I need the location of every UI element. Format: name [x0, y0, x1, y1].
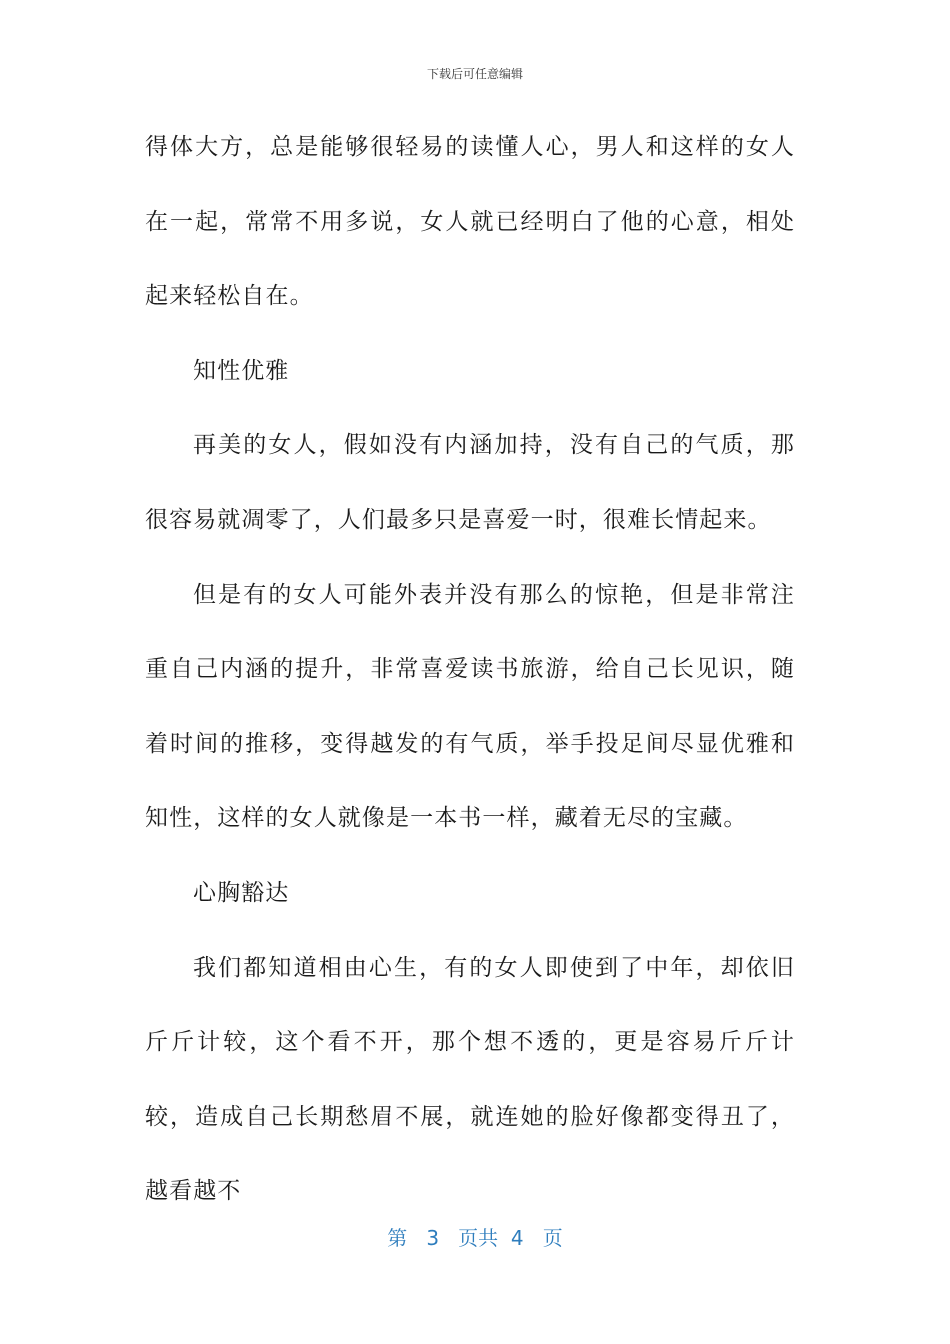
paragraph: 得体大方，总是能够很轻易的读懂人心，男人和这样的女人在一起，常常不用多说，女人就已经明白了他的心意，相处起来轻松自在。 [145, 134, 795, 310]
footer-middle: 页共 [458, 1226, 499, 1250]
footer-suffix: 页 [542, 1226, 563, 1250]
paragraph: 我们都知道相由心生，有的女人即使到了中年，却依旧斤斤计较，这个看不开，那个想不透的，更是容易斤斤计较，造成自己长期愁眉不展，就连她的脸好像都变得丑了，越看越不 [145, 954, 795, 1205]
document-body [145, 110, 795, 1229]
page-header: 下载后可任意编辑 [426, 67, 523, 81]
total-pages-number: 4 [510, 1226, 524, 1250]
section-heading-xinxiong-huoda: 心胸豁达 [193, 879, 290, 906]
page-footer [0, 1224, 950, 1252]
paragraph: 再美的女人，假如没有内涵加持，没有自己的气质，那很容易就凋零了，人们最多只是喜爱一时，很难长情起来。 [145, 432, 795, 533]
paragraph: 但是有的女人可能外表并没有那么的惊艳，但是非常注重自己内涵的提升，非常喜爱读书旅游，给自己长见识，随着时间的推移，变得越发的有气质，举手投足间尽显优雅和知性，这样的女人就像是一本书一样，藏着无尽的宝藏。 [145, 581, 795, 832]
current-page-number: 3 [426, 1226, 440, 1250]
section-heading-zhixing-youya: 知性优雅 [193, 357, 290, 384]
footer-prefix: 第 [387, 1226, 408, 1250]
